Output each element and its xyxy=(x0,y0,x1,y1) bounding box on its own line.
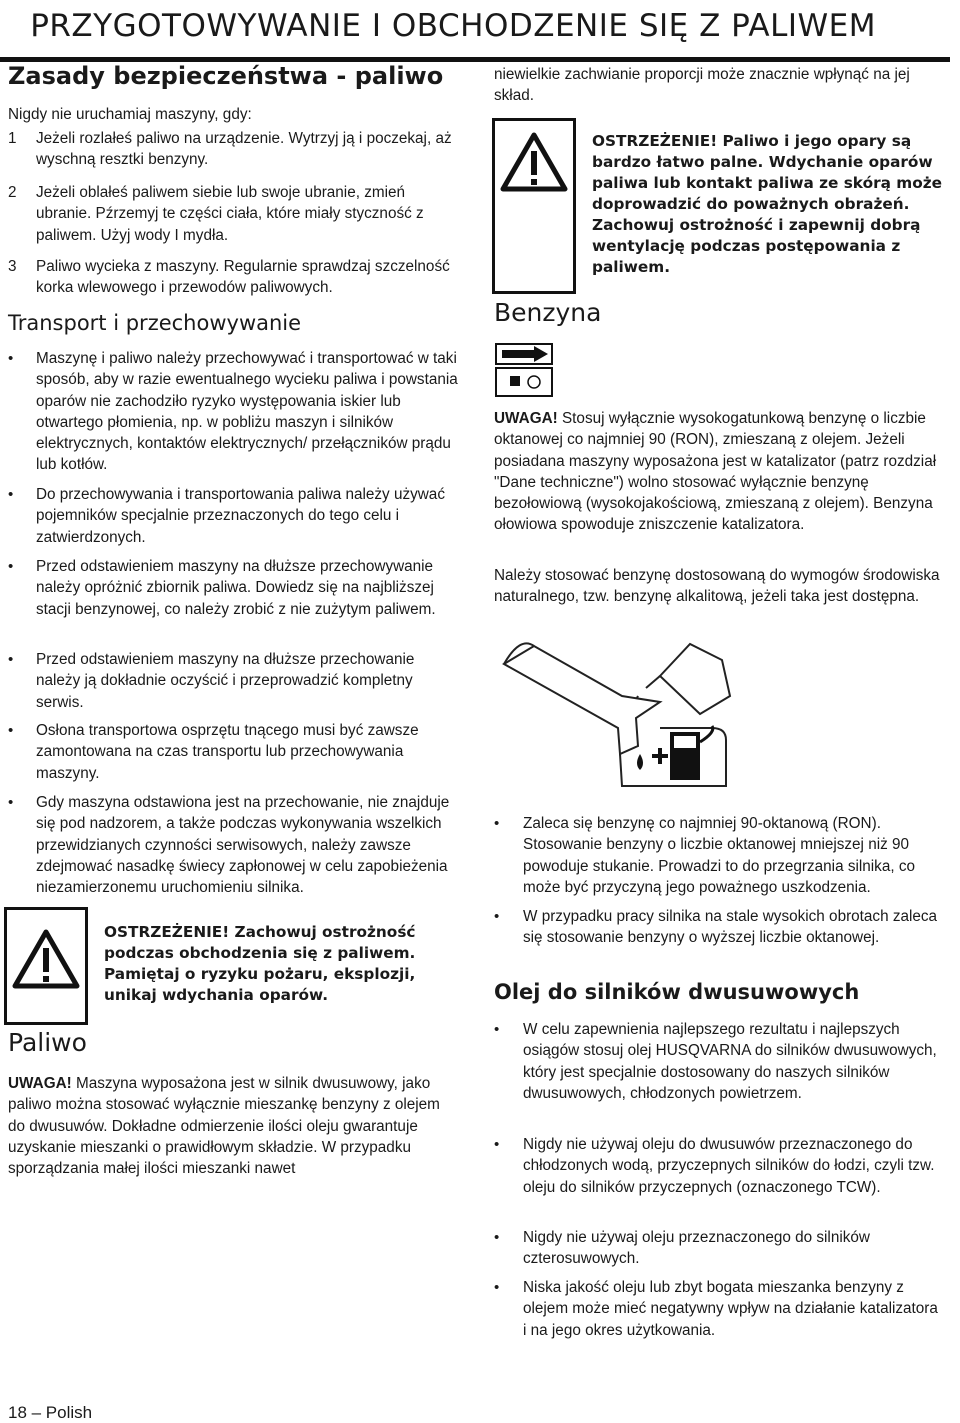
bullet-dot: • xyxy=(494,815,500,832)
transport-bullet: Osłona transportowa osprzętu tnącego musi być zawsze zamontowana na czas transportu lub przechowywania maszyny. xyxy=(36,722,419,782)
note-text: Maszyna wyposażona jest w silnik dwusuwowy, jako paliwo można stosować wyłącznie mieszankę benzyny z olejem do dwusuwów. Dokładne odmierzenie ilości oleju gwarantuje uzyskanie mieszanki o prawidłowym składzie. W przypadku sporządzania małej ilości mieszanki nawet xyxy=(8,1075,440,1178)
bullet-dot: • xyxy=(8,350,14,367)
fuel-note xyxy=(8,1073,460,1179)
warning-box xyxy=(492,118,576,294)
fuel-warning-text: OSTRZEŻENIE! Zachowuj ostrożność podczas obchodzenia się z paliwem. Pamiętaj o ryzyku pożaru, eksplozji, unikaj wdychania oparów. xyxy=(104,923,416,1004)
warning-triangle-icon xyxy=(7,910,85,1022)
transport-bullet: Przed odstawieniem maszyny na dłuższe przechowywanie należy opróżnić zbiornik paliwa. Dowiedz się na najbliższej stacji benzynowej, co należy zrobić z nie zużytym paliwem. xyxy=(36,558,436,618)
numbered-item-number: 3 xyxy=(8,258,17,275)
bullet-dot: • xyxy=(8,651,14,668)
bullet-dot: • xyxy=(8,558,14,575)
bullet-dot: • xyxy=(494,1279,500,1296)
warning-triangle-icon xyxy=(495,121,573,291)
numbered-item-text: Jeżeli oblałeś paliwem siebie lub swoje ubranie, zmień ubranie. Pźrzemyj te części ciała, które miały styczność z paliwem. Użyj wody I mydła. xyxy=(36,184,424,244)
petrol-heading: Benzyna xyxy=(494,298,602,327)
petrol-note xyxy=(494,408,946,536)
petrol-warning-text: OSTRZEŻENIE! Paliwo i jego opary są bardzo łatwo palne. Wdychanie oparów paliwa lub kontakt paliwa ze skórą może doprowadzić do poważnych obrażeń. Zachowuj ostrożność i zapewnij dobrą wentylację podczas postępowania z paliwem. xyxy=(592,132,942,276)
note-text: Stosuj wyłącznie wysokogatunkową benzynę o liczbie oktanowej co najmniej 90 (RON), zmieszaną z olejem. Jeżeli posiadana maszyny wyposażona jest w katalizator (patrz rozdział "Dane techniczne") wolno stosować wyłącznie benzynę bezołowiową (wysokojakościową, zmieszaną z olejem). Benzyna ołowiowa spowoduje zniszczenie katalizatora. xyxy=(494,410,937,534)
fuel-can-illustration xyxy=(490,636,740,816)
bullet-dot: • xyxy=(494,1229,500,1246)
note-label: UWAGA! xyxy=(494,410,558,427)
eco-note: Należy stosować benzynę dostosowaną do wymogów środowiska naturalnego, tzw. benzynę alkalitową, jeżeli taka jest dostępna. xyxy=(494,567,940,606)
bullet-dot: • xyxy=(8,794,14,811)
oil-bullet: W celu zapewnienia najlepszego rezultatu i najlepszych osiągów stosuj olej HUSQVARNA do silników dwusuwowych, który jest specjalnie dostosowany do naszych silników dwusuwowych, chłodzonych powietrzem. xyxy=(523,1021,937,1102)
safety-heading: Zasady bezpieczeństwa - paliwo xyxy=(8,62,444,90)
petrol-bullet: Zaleca się benzynę co najmniej 90-oktanową (RON). Stosowanie benzyny o liczbie oktanowej mniejszej niż 90 powoduje stukanie. Prowadzi to do przegrzania silnika, co może być przyczyną jego poważnego uszkodzenia. xyxy=(523,815,915,896)
continued-text: niewielkie zachwianie proporcji może znacznie wpłynąć na jej skład. xyxy=(494,66,910,105)
oil-bullet: Nigdy nie używaj oleju do dwusuwów przeznaczonego do chłodzonych wodą, przyczepnych silników do łodzi, czyli tzw. oleju do silników przyczepnych (oznaczonego TCW). xyxy=(523,1136,935,1196)
bullet-dot: • xyxy=(8,486,14,503)
note-label: UWAGA! xyxy=(8,1075,72,1092)
numbered-item-number: 1 xyxy=(8,130,17,147)
bullet-dot: • xyxy=(494,1136,500,1153)
fuel-heading: Paliwo xyxy=(8,1028,87,1057)
page-number: 18 – Polish xyxy=(8,1403,93,1422)
bullet-dot: • xyxy=(494,908,500,925)
transport-bullet: Gdy maszyna odstawiona jest na przechowanie, nie znajduje się pod nadzorem, a także podczas wykonywania wszelkich przewidzianych czynności serwisowych, należy zawsze zdejmować nasadkę świecy zapłonowej w celu zapobieżenia niezamierzonemu uruchomieniu silnika. xyxy=(36,794,450,897)
oil-bullet: Niska jakość oleju lub zbyt bogata mieszanka benzyny z olejem może mieć negatywny wpływ na działanie katalizatora i na jego okres użytkowania. xyxy=(523,1279,938,1339)
fuel-pump-label-icon xyxy=(494,340,554,398)
transport-bullet: Maszynę i paliwo należy przechowywać i transportować w taki sposób, aby w razie ewentualnego wycieku paliwa i powstania oparów nie zachodziło ryzyko występowania iskier lub otwartego płomienia, np. w pobliżu maszyn i silników elektrycznych, kontaktów elektrycznych/ przełączników prądu lub kotłów. xyxy=(36,350,458,474)
safety-intro: Nigdy nie uruchamiaj maszyny, gdy: xyxy=(8,106,252,123)
transport-bullet: Przed odstawieniem maszyny na dłuższe przechowanie należy ją dokładnie oczyścić i przeprowadzić kompletny serwis. xyxy=(36,651,415,711)
petrol-bullet: W przypadku pracy silnika na stale wysokich obrotach zaleca się stosowanie benzyny o wyższej liczbie oktanowej. xyxy=(523,908,938,947)
numbered-item-text: Paliwo wycieka z maszyny. Regularnie sprawdzaj szczelność korka wlewowego i przewodów paliwowych. xyxy=(36,258,450,297)
warning-box xyxy=(4,907,88,1025)
bullet-dot: • xyxy=(494,1021,500,1038)
numbered-item-text: Jeżeli rozlałeś paliwo na urządzenie. Wytrzyj ją i poczekaj, aż wyschną resztki benzyny. xyxy=(36,130,452,169)
oil-bullet: Nigdy nie używaj oleju przeznaczonego do silników czterosuwowych. xyxy=(523,1229,870,1268)
page-header xyxy=(0,0,960,60)
page-title: PRZYGOTOWYWANIE I OBCHODZENIE SIĘ Z PALIWEM xyxy=(30,8,876,44)
bullet-dot: • xyxy=(8,722,14,739)
transport-bullet: Do przechowywania i transportowania paliwa należy używać pojemników specjalnie przeznaczonych do tego celu i zatwierdzonych. xyxy=(36,486,445,546)
oil-heading: Olej do silników dwusuwowych xyxy=(494,980,860,1004)
numbered-item-number: 2 xyxy=(8,184,17,201)
transport-heading: Transport i przechowywanie xyxy=(8,311,302,335)
